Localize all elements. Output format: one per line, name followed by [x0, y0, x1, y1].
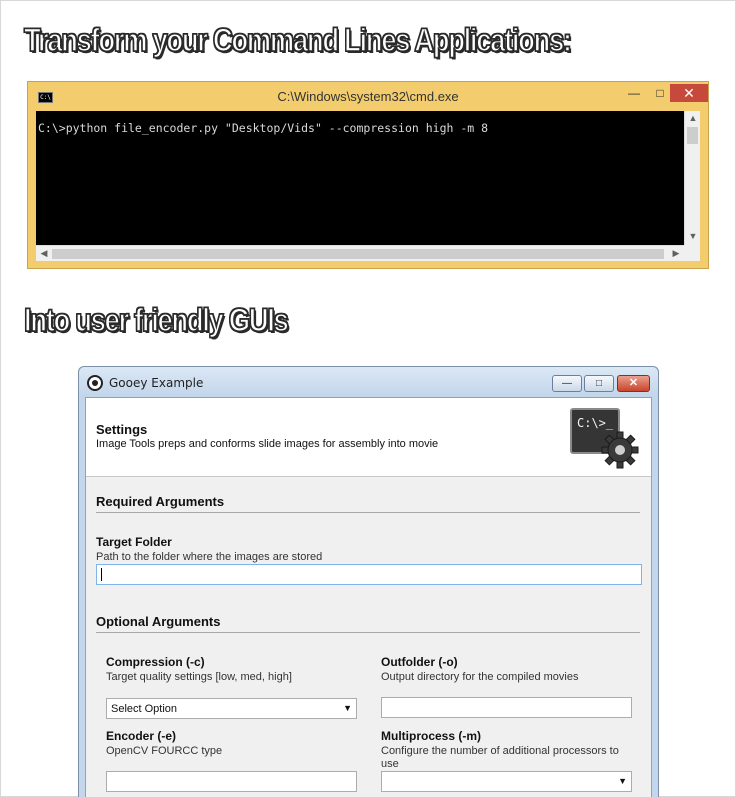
cmd-close-button[interactable]: ✕ [670, 84, 708, 102]
compression-label: Compression (-c) [106, 655, 205, 669]
multiprocess-label: Multiprocess (-m) [381, 729, 482, 743]
cmd-vertical-scrollbar[interactable] [684, 111, 700, 245]
multiprocess-help: Configure the number of additional processors to use [381, 745, 619, 770]
chevron-down-icon[interactable]: ▼ [343, 703, 352, 713]
encoder-help: OpenCV FOURCC type [106, 745, 223, 757]
gooey-maximize-button[interactable]: □ [584, 375, 614, 392]
encoder-input[interactable] [106, 771, 357, 792]
gooey-title: Gooey Example [109, 376, 204, 390]
scroll-right-icon[interactable]: ▶ [672, 248, 680, 258]
target-folder-help: Path to the folder where the images are stored [96, 551, 323, 563]
cmd-title: C:\Windows\system32\cmd.exe [277, 89, 459, 104]
required-divider [96, 512, 640, 513]
cmd-console[interactable] [36, 111, 684, 245]
scroll-up-icon[interactable]: ▲ [688, 113, 698, 123]
cmd-titlebar[interactable] [28, 82, 708, 110]
optional-divider [96, 632, 640, 633]
gooey-close-button[interactable]: ✕ [617, 375, 650, 392]
cmd-icon[interactable]: C:\ [38, 92, 53, 103]
cmd-minimize-button[interactable]: — [628, 86, 640, 100]
required-arguments-title: Required Arguments [96, 494, 225, 509]
app-icon[interactable] [87, 375, 103, 391]
cmd-window [27, 81, 709, 269]
compression-select[interactable] [106, 698, 357, 719]
cmd-maximize-button[interactable]: □ [656, 86, 664, 100]
compression-selected-value: Select Option [111, 703, 178, 715]
gooey-client-area [85, 397, 652, 797]
heading-into-gui: Into user friendly GUIs [24, 302, 288, 338]
scroll-down-icon[interactable]: ▼ [688, 231, 698, 241]
multiprocess-select[interactable] [381, 771, 632, 792]
target-folder-input[interactable] [96, 564, 642, 585]
cmd-horizontal-scrollbar[interactable] [36, 245, 684, 261]
cmd-vertical-thumb[interactable] [687, 127, 698, 144]
settings-description: Image Tools preps and conforms slide images for assembly into movie [96, 438, 439, 450]
settings-header [86, 398, 651, 477]
text-caret [101, 568, 102, 581]
cmd-horizontal-thumb[interactable] [52, 249, 664, 259]
outfolder-input[interactable] [381, 697, 632, 718]
outfolder-help: Output directory for the compiled movies [381, 671, 579, 683]
logo-prompt-text: C:\>_ [577, 416, 614, 430]
gooey-titlebar[interactable] [79, 367, 658, 397]
optional-arguments-title: Optional Arguments [96, 614, 221, 629]
gear-icon [600, 430, 640, 470]
compression-help: Target quality settings [low, med, high] [106, 671, 292, 683]
chevron-down-icon[interactable]: ▼ [618, 776, 627, 786]
gooey-minimize-button[interactable]: — [552, 375, 582, 392]
encoder-label: Encoder (-e) [106, 729, 177, 743]
gooey-window [78, 366, 659, 797]
heading-transform: Transform your Command Lines Applications: [24, 22, 571, 58]
terminal-gear-logo [566, 400, 646, 474]
settings-title: Settings [96, 422, 148, 437]
cmd-scroll-corner [684, 245, 700, 261]
scroll-left-icon[interactable]: ◀ [40, 248, 48, 258]
cmd-console-line: C:\>python file_encoder.py "Desktop/Vids" --compression high -m 8 [38, 121, 489, 135]
target-folder-label: Target Folder [96, 535, 172, 549]
outfolder-label: Outfolder (-o) [381, 655, 458, 669]
